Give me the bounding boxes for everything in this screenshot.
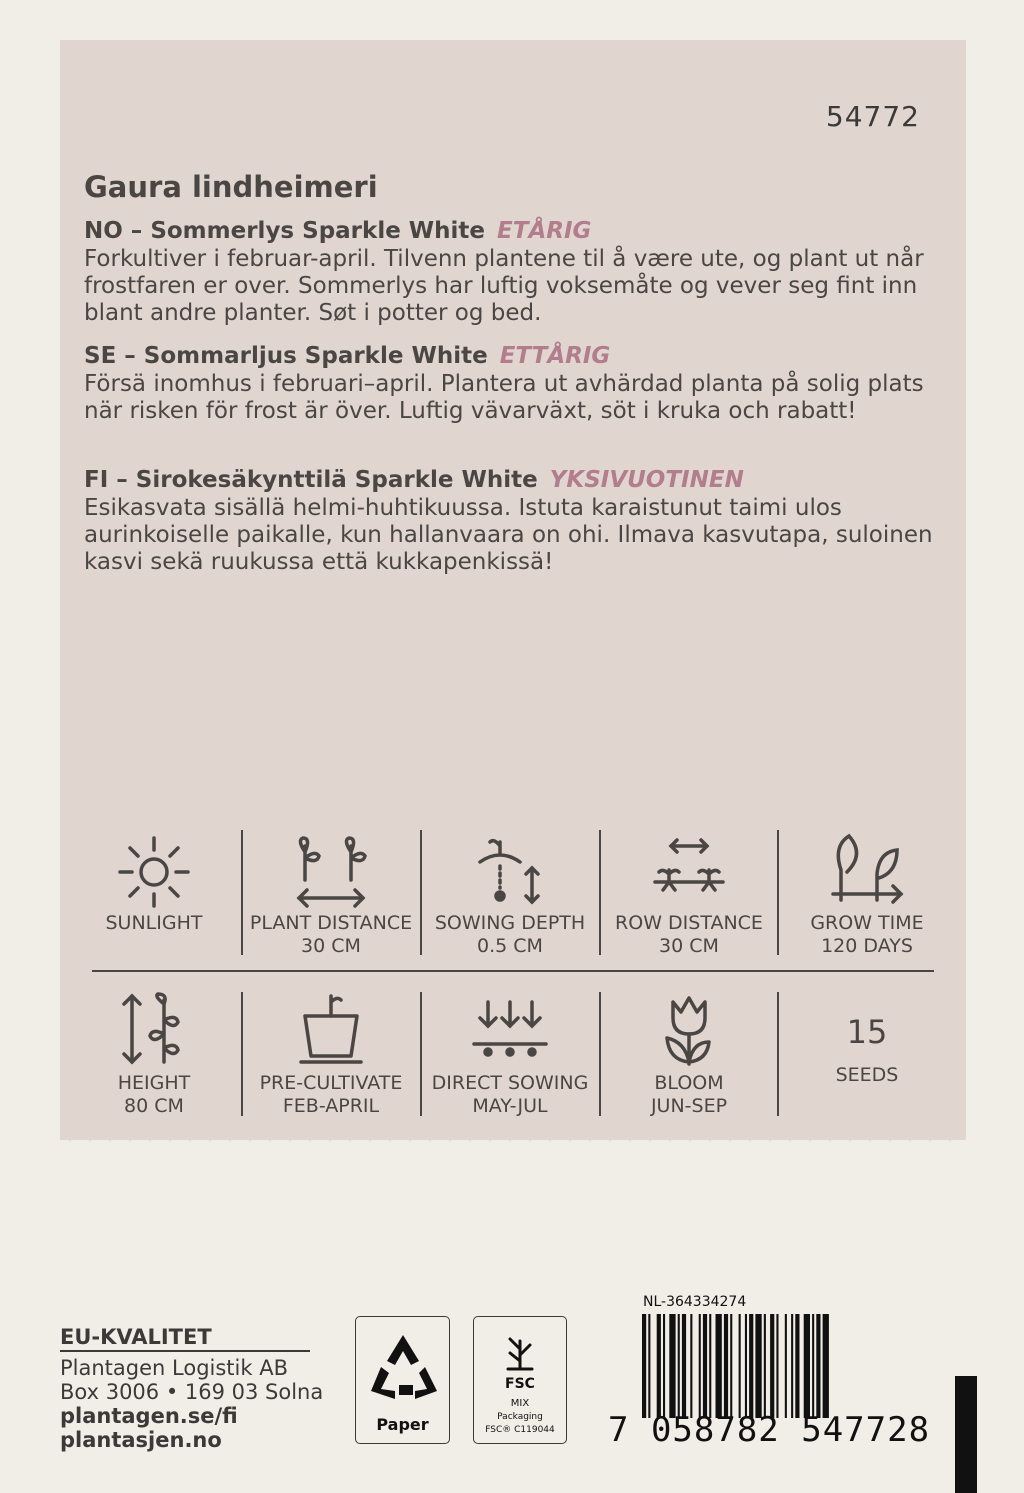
tulip-icon [649,990,729,1068]
black-mark [955,1376,977,1493]
company-address: Box 3006 • 169 03 Solna [60,1380,324,1404]
lang-text: Försä inomhus i februari–april. Plantera ut avhärdad planta på solig plats när risken för frost är över. Luftig vävarväxt, söt i kruka och rabatt! [84,371,924,424]
barcode-bar [690,1314,692,1418]
info-value: 30 CM [301,935,361,957]
lang-block-no [84,216,934,327]
fsc-packaging: Packaging [497,1412,543,1422]
nl-code: NL-364334274 [643,1294,747,1310]
fsc-logo-text: FSC [505,1376,535,1392]
barcode-bar [823,1314,829,1418]
fsc-mix: MIX [510,1398,530,1409]
info-value: MAY-JUL [472,1095,548,1117]
barcode-bar [724,1314,728,1418]
barcode-bar [657,1314,661,1418]
barcode-bar [699,1314,701,1418]
barcode-bar [709,1314,711,1418]
barcode-bar [745,1314,747,1418]
barcode-bar [776,1314,778,1418]
plant-distance-icon [291,830,371,908]
info-grow-time [778,830,956,958]
recycle-label: Paper [376,1415,429,1434]
info-label: DIRECT SOWING [431,1072,589,1094]
pot-icon [291,990,371,1068]
info-label: ROW DISTANCE [615,912,763,934]
annual-label: YKSIVUOTINEN [549,467,744,493]
recycle-icon [363,1329,443,1409]
info-sowing-depth [421,830,599,958]
info-label: BLOOM [654,1072,724,1094]
info-seeds [778,1012,956,1087]
height-icon [114,990,194,1068]
barcode-bar [795,1314,799,1418]
info-height [65,990,243,1118]
lang-title: NO – Sommerlys Sparkle White [84,218,486,244]
seed-count: 15 [846,1013,888,1051]
grow-time-icon [827,830,907,908]
lang-block-fi [84,465,934,576]
info-plant-distance [242,830,420,958]
info-label: PLANT DISTANCE [249,912,413,934]
barcode-bar [770,1314,774,1418]
barcode-bar [682,1314,686,1418]
sun-icon [114,830,194,908]
barcode-bar [716,1314,722,1418]
direct-sowing-icon [470,990,550,1068]
lang-heading [84,341,934,371]
barcode-bar [749,1314,753,1418]
info-label: PRE-CULTIVATE [259,1072,403,1094]
fsc-badge [473,1316,567,1444]
barcode-bar [739,1314,741,1418]
barcode-bar [812,1314,814,1418]
info-value: 120 DAYS [821,935,913,957]
barcode-number: 7 058782 547728 [608,1410,931,1450]
barcode-bar [816,1314,820,1418]
info-panel [60,40,966,1140]
row-distance-icon [649,830,729,908]
info-value: 30 CM [659,935,719,957]
latin-name: Gaura lindheimeri [84,170,378,204]
info-sunlight [65,830,243,935]
recycle-badge [355,1316,450,1444]
barcode-bar [804,1314,810,1418]
barcode-bar [663,1314,665,1418]
info-label: SUNLIGHT [105,912,203,934]
fsc-tree-icon [498,1327,542,1373]
info-pre-cultivate [242,990,420,1118]
info-value: 0.5 CM [477,935,543,957]
lang-text: Forkultiver i februar-april. Tilvenn plantene til å være ute, og plant ut når frostfaren er over. Sommerlys har luftig voksemåte og vever seg fint inn blant andre planter. Søt i potter og bed. [84,246,924,326]
info-label: HEIGHT [117,1072,191,1094]
annual-label: ETTÅRIG [499,343,611,369]
info-direct-sowing [421,990,599,1118]
info-value: JUN-SEP [650,1095,728,1117]
barcode-bar [703,1314,707,1418]
sowing-depth-icon [470,830,550,908]
barcode-bar [791,1314,793,1418]
barcode-bar [764,1314,766,1418]
barcode-bar [642,1314,646,1418]
barcode-bar [648,1314,650,1418]
lang-title: FI – Sirokesäkynttilä Sparkle White [84,467,538,493]
barcode-bar [785,1314,787,1418]
lang-title: SE – Sommarljus Sparkle White [84,343,488,369]
lang-block-se [84,341,934,425]
info-bloom [600,990,778,1118]
info-value: 80 CM [124,1095,184,1117]
info-label: GROW TIME [810,912,924,934]
info-label: SEEDS [835,1064,899,1086]
lang-text: Esikasvata sisällä helmi-huhtikuussa. Istuta karaistunut taimi ulos aurinkoiselle paikalle, kun hallanvaara on ohi. Ilmava kasvutapa, suloinen kasvi sekä ruukussa että kukkapenkissä! [84,495,933,575]
grid-divider [92,970,934,972]
lang-heading [84,216,934,246]
lang-heading [84,465,934,495]
info-label: SOWING DEPTH [434,912,586,934]
item-number: 54772 [825,100,920,133]
barcode-bar [755,1314,761,1418]
web-link-no[interactable]: plantasjen.no [60,1428,222,1452]
eu-quality: EU-KVALITET [60,1325,310,1352]
info-value: FEB-APRIL [282,1095,380,1117]
company-name: Plantagen Logistik AB [60,1356,288,1380]
web-link-se[interactable]: plantagen.se/fi [60,1404,238,1428]
barcode-bar [669,1314,675,1418]
annual-label: ETÅRIG [497,218,592,244]
info-row-distance [600,830,778,958]
fsc-code: FSC® C119044 [485,1425,555,1435]
zigzag-edge [60,1124,966,1142]
barcode-bar [730,1314,732,1418]
barcode-bar [678,1314,680,1418]
barcode [640,1314,930,1418]
company-info [60,1325,323,1452]
